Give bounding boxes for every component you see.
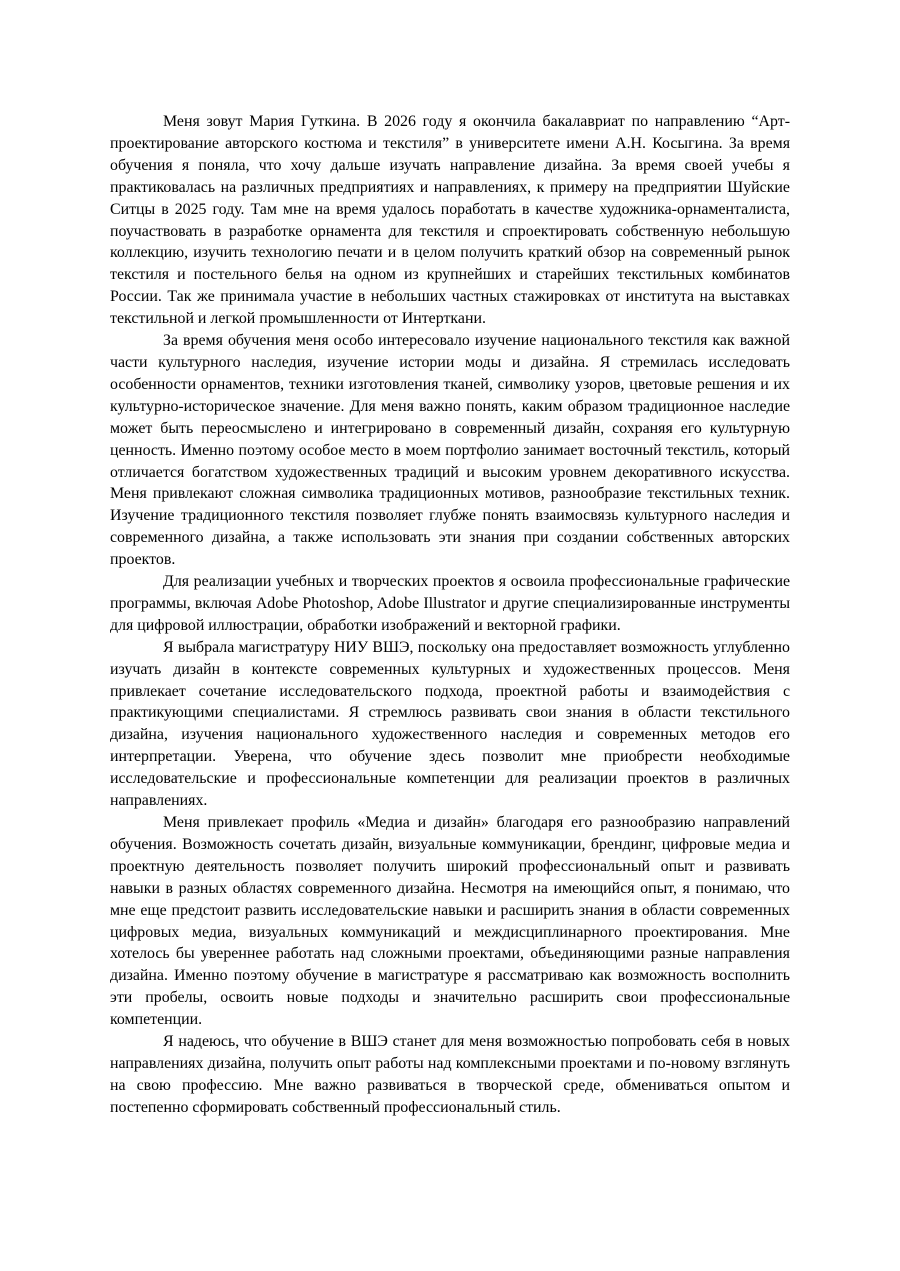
paragraph-national-textile: За время обучения меня особо интересовало изучение национального текстиля как важной части культурного наследия, изучение истории моды и дизайна. Я стремилась исследовать особенности орнаментов, техники изготовления тканей, символику узоров, цветовые решения и их культурно-историческое значение. Для меня важно понять, каким образом традиционное наследие может быть переосмыслено и интегрировано в современный дизайн, сохраняя его культурную ценность. Именно поэтому особое место в моем портфолио занимает восточный текстиль, который отличается богатством художественных традиций и высоким уровнем декоративного искусства. Меня привлекают сложная символика традиционных мотивов, разнообразие текстильных техник. Изучение традиционного текстиля позволяет глубже понять взаимосвязь культурного наследия и современного дизайна, а также использовать эти знания при создании собственных авторских проектов. <box>110 332 790 569</box>
paragraph-intro: Меня зовут Мария Гуткина. В 2026 году я окончила бакалавриат по направлению “Арт-проектирование авторского костюма и текстиля” в университете имени А.Н. Косыгина. За время обучения я поняла, что хочу дальше изучать направление дизайна. За время своей учебы я практиковалась на различных предприятиях и направлениях, к примеру на предприятии Шуйские Ситцы в 2025 году. Там мне на время удалось поработать в качестве художника-орнаменталиста, поучаствовать в разработке орнамента для текстиля и спроектировать собственную небольшую коллекцию, изучить технологию печати и в целом получить краткий обзор на современный рынок текстиля и постельного белья на одном из крупнейших и старейших текстильных комбинатов России. Так же принимала участие в небольших частных стажировках от института на выставках текстильной и легкой промышленности от Интерткани. <box>110 113 790 328</box>
document-page <box>110 111 790 1119</box>
paragraph-media-design-profile: Меня привлекает профиль «Медиа и дизайн» благодаря его разнообразию направлений обучения. Возможность сочетать дизайн, визуальные коммуникации, брендинг, цифровые медиа и проектную деятельность позволяет получить широкий профессиональный опыт и развивать навыки в разных областях современного дизайна. Несмотря на имеющийся опыт, я понимаю, что мне еще предстоит развить исследовательские навыки и расширить знания в области современных цифровых медиа, визуальных коммуникаций и междисциплинарного проектирования. Мне хотелось бы увереннее работать над сложными проектами, объединяющими разные направления дизайна. Именно поэтому обучение в магистратуре я рассматриваю как возможность восполнить эти пробелы, освоить новые подходы и значительно расширить свои профессиональные компетенции. <box>110 814 790 1029</box>
paragraph-why-hse: Я выбрала магистратуру НИУ ВШЭ, поскольку она предоставляет возможность углубленно изучать дизайн в контексте современных культурных и художественных процессов. Меня привлекает сочетание исследовательского подхода, проектной работы и взаимодействия с практикующими специалистами. Я стремлюсь развивать свои знания в области текстильного дизайна, изучения национального художественного наследия и современных методов его интерпретации. Уверена, что обучение здесь позволит мне приобрести необходимые исследовательские и профессиональные компетенции для реализации проектов в различных направлениях. <box>110 638 790 810</box>
paragraph-conclusion: Я надеюсь, что обучение в ВШЭ станет для меня возможностью попробовать себя в новых направлениях дизайна, получить опыт работы над комплексными проектами и по-новому взглянуть на свою профессию. Мне важно развиваться в творческой среде, обмениваться опытом и постепенно сформировать собственный профессиональный стиль. <box>110 1033 790 1116</box>
paragraph-software-skills: Для реализации учебных и творческих проектов я освоила профессиональные графические программы, включая Adobe Photoshop, Adobe Illustrator и другие специализированные инструменты для цифровой иллюстрации, обработки изображений и векторной графики. <box>110 573 790 634</box>
